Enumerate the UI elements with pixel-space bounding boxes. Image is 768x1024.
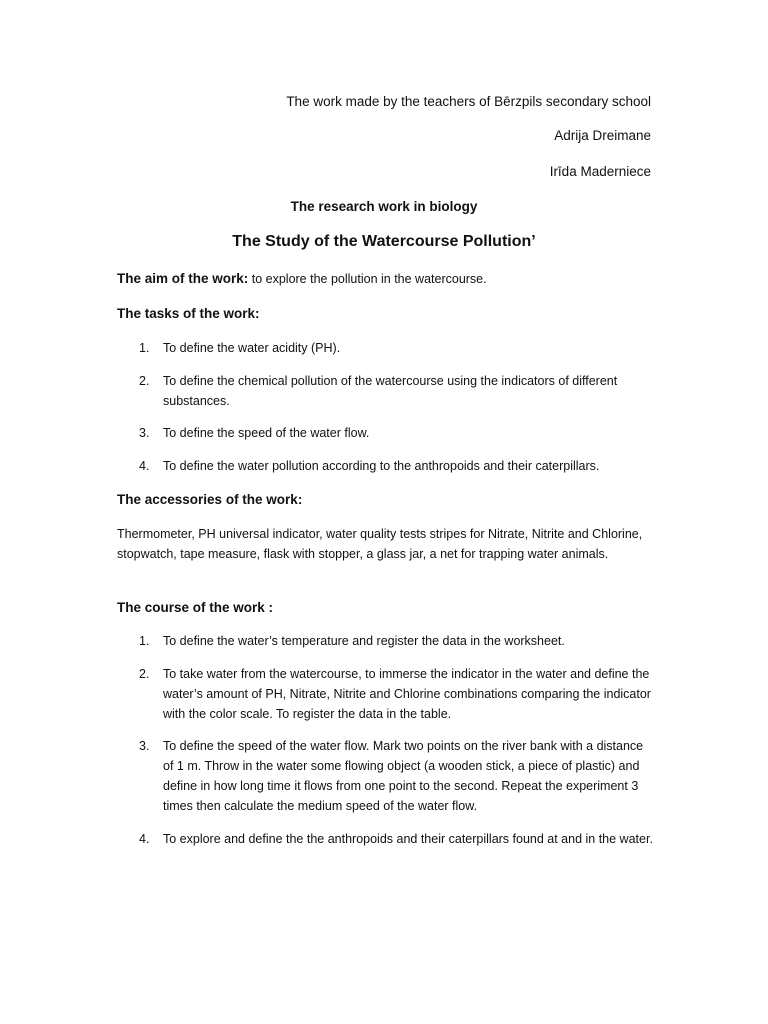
list-item-number: 3. (139, 739, 150, 753)
list-item-text: To explore and define the the anthropoids and their caterpillars found at and in the water. (163, 832, 653, 846)
list-item-text: To define the water acidity (PH). (163, 341, 341, 355)
accessories-heading: The accessories of the work: (117, 492, 303, 507)
list-item-text: To define the water’s temperature and register the data in the worksheet. (163, 634, 565, 648)
list-item (117, 423, 657, 443)
course-list (117, 829, 657, 849)
header-author-1: Adrija Dreimane (554, 128, 651, 143)
course-list (117, 664, 657, 724)
tasks-heading: The tasks of the work: (117, 306, 260, 321)
aim-text: to explore the pollution in the watercourse. (248, 272, 487, 286)
list-item-number: 3. (139, 426, 150, 440)
list-item-number: 1. (139, 341, 150, 355)
tasks-list (117, 338, 657, 358)
list-item (117, 371, 657, 411)
list-item (117, 456, 657, 476)
list-item-number: 2. (139, 374, 150, 388)
list-item (117, 736, 657, 816)
list-item-text: To define the speed of the water flow. Mark two points on the river bank with a distance of 1 m. Throw in the water some flowing object (a wooden stick, a piece of plastic) and define in how long time it flows from one point to the second. Repeat the experiment 3 times then calculate the medium speed of the water flow. (163, 739, 644, 813)
list-item-text: To define the water pollution according to the anthropoids and their caterpillars. (163, 459, 600, 473)
aim-paragraph (117, 269, 657, 289)
list-item-number: 1. (139, 634, 150, 648)
course-list (117, 631, 657, 651)
list-item (117, 829, 657, 849)
list-item (117, 664, 657, 724)
course-heading: The course of the work : (117, 600, 274, 615)
list-item-text: To define the speed of the water flow. (163, 426, 370, 440)
document-title: The Study of the Watercourse Pollution’ (232, 233, 536, 250)
header-author-2: Irīda Maderniece (549, 164, 651, 179)
document-subtitle: The research work in biology (290, 199, 478, 214)
tasks-list (117, 423, 657, 443)
tasks-list (117, 456, 657, 476)
aim-label: The aim of the work: (117, 271, 249, 286)
list-item-text: To define the chemical pollution of the watercourse using the indicators of different substances. (163, 374, 618, 408)
tasks-list (117, 371, 657, 411)
list-item (117, 338, 657, 358)
header-school-line: The work made by the teachers of Bērzpils secondary school (286, 94, 651, 109)
list-item-number: 4. (139, 459, 150, 473)
list-item (117, 631, 657, 651)
course-list (117, 736, 657, 816)
list-item-text: To take water from the watercourse, to immerse the indicator in the water and define the water’s amount of PH, Nitrate, Nitrite and Chlorine combinations comparing the indicator with the color scale. To register the data in the table. (163, 667, 651, 721)
list-item-number: 2. (139, 667, 150, 681)
list-item-number: 4. (139, 832, 150, 846)
accessories-text: Thermometer, PH universal indicator, water quality tests stripes for Nitrate, Nitrite and Chlorine, stopwatch, tape measure, flask with stopper, a glass jar, a net for trapping water animals. (117, 527, 643, 561)
